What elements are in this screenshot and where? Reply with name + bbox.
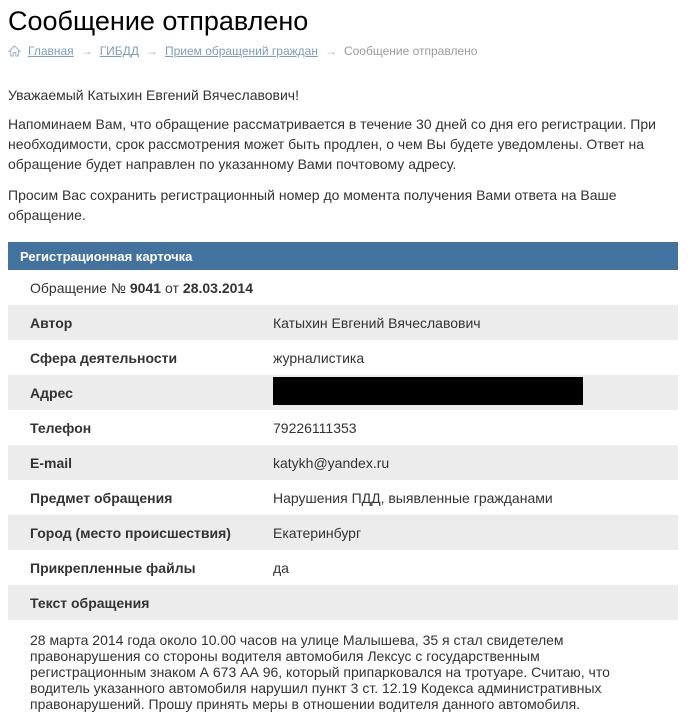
card-row-appeal-text-header xyxy=(8,585,678,620)
row-label: Город (место происшествия) xyxy=(30,524,231,541)
card-row-activity xyxy=(8,340,678,375)
row-value: 79226111353 xyxy=(273,419,357,436)
card-row-phone xyxy=(8,410,678,445)
page-title: Сообщение отправлено xyxy=(8,6,309,36)
row-label: Адрес xyxy=(30,384,73,401)
row-value xyxy=(273,377,678,408)
row-value: журналистика xyxy=(273,349,365,366)
card-row-attachments xyxy=(8,550,678,585)
info-paragraph-1: Напоминаем Вам, что обращение рассматривается в течение 30 дней со дня его регистрации. При необходимости, срок рассмотрения может быть продлен, о чем Вы будете уведомлены. Ответ на обращение будет направлен по указанному Вами почтовому адресу. xyxy=(8,116,656,172)
row-label: Предмет обращения xyxy=(30,489,173,506)
card-row-address xyxy=(8,375,678,410)
breadcrumb-separator: → xyxy=(80,44,93,58)
home-icon[interactable] xyxy=(8,45,21,57)
row-value: katykh@yandex.ru xyxy=(273,454,390,471)
breadcrumb xyxy=(8,44,691,58)
card-row-author xyxy=(8,305,678,340)
registration-card-header: Регистрационная карточка xyxy=(8,242,678,270)
greeting-text: Уважаемый Катыхин Евгений Вячеславович! xyxy=(8,87,299,103)
row-label: Автор xyxy=(30,314,73,331)
card-row-email xyxy=(8,445,678,480)
registration-card-rows xyxy=(8,305,678,620)
redacted-address-box xyxy=(273,377,583,405)
breadcrumb-link-home[interactable]: Главная xyxy=(28,44,74,58)
row-label: Текст обращения xyxy=(30,594,150,611)
row-label: Прикрепленные файлы xyxy=(30,559,196,576)
appeal-number-connector: от xyxy=(165,279,179,296)
breadcrumb-separator: → xyxy=(324,44,337,58)
row-value: да xyxy=(273,559,289,576)
row-label: Телефон xyxy=(30,419,92,436)
card-row-city xyxy=(8,515,678,550)
row-value: Нарушения ПДД, выявленные гражданами xyxy=(273,489,553,506)
appeal-number-line xyxy=(8,270,678,305)
appeal-text-body: 28 марта 2014 года около 10.00 часов на улице Малышева, 35 я стал свидетелем правонарушения со стороны водителя автомобиля Лексус с государственным регистрационным знаком А 673 АА 96, который припарковался на тротуаре. Считаю, что водитель указанного автомобиля нарушил пункт 3 ст. 12.19 Кодекса административных правонарушений. Прошу принять меры в отношении водителя данного автомобиля. xyxy=(30,632,610,712)
appeal-number-prefix: Обращение № xyxy=(30,279,126,296)
row-label: Сфера деятельности xyxy=(30,349,178,366)
appeal-date: 28.03.2014 xyxy=(182,279,253,296)
breadcrumb-link-gibdd[interactable]: ГИБДД xyxy=(99,44,139,58)
card-row-subject xyxy=(8,480,678,515)
breadcrumb-current: Сообщение отправлено xyxy=(343,44,478,58)
info-paragraph-2: Просим Вас сохранить регистрационный номер до момента получения Вами ответа на Ваше обращение. xyxy=(8,187,617,223)
row-value: Катыхин Евгений Вячеславович xyxy=(273,314,481,331)
breadcrumb-separator: → xyxy=(145,44,158,58)
row-value: Екатеринбург xyxy=(273,524,362,541)
breadcrumb-link-appeals[interactable]: Прием обращений граждан xyxy=(164,44,318,58)
registration-card xyxy=(8,242,678,712)
row-label: E-mail xyxy=(30,454,73,471)
appeal-number: 9041 xyxy=(129,279,162,296)
